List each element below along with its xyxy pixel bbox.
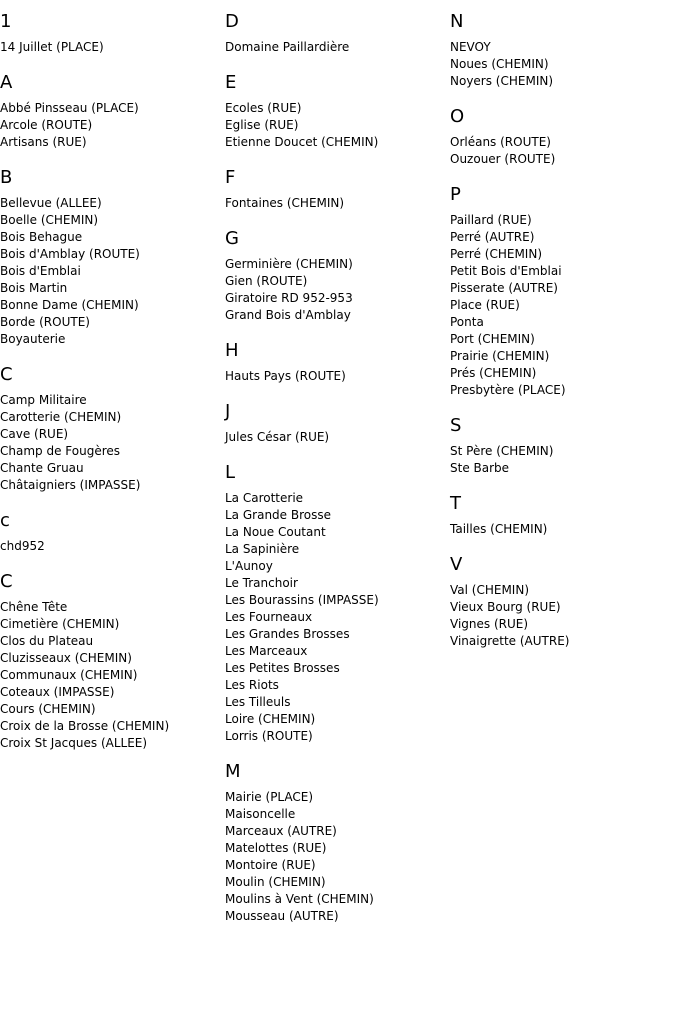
street-link[interactable]: Châtaigniers (IMPASSE) — [0, 478, 141, 492]
letter-heading: V — [450, 554, 463, 575]
street-link[interactable]: Borde (ROUTE) — [0, 315, 90, 329]
street-link[interactable]: Moulin (CHEMIN) — [225, 875, 326, 889]
letter-section — [0, 569, 225, 766]
street-link[interactable]: Cluzisseaux (CHEMIN) — [0, 651, 132, 665]
street-list — [450, 582, 675, 650]
street-link[interactable]: Petit Bois d'Emblai — [450, 264, 562, 278]
letter-heading: L — [225, 462, 236, 483]
street-link[interactable]: Vieux Bourg (RUE) — [450, 600, 561, 614]
street-link[interactable]: Les Bourassins (IMPASSE) — [225, 593, 379, 607]
letter-section — [0, 362, 225, 508]
street-list — [450, 212, 675, 399]
street-link[interactable]: Bois d'Amblay (ROUTE) — [0, 247, 140, 261]
section-spacer — [0, 348, 225, 362]
street-link[interactable]: Perré (AUTRE) — [450, 230, 535, 244]
street-link[interactable]: La Grande Brosse — [225, 508, 331, 522]
street-link[interactable]: chd952 — [0, 539, 45, 553]
street-list — [450, 39, 675, 90]
section-spacer — [450, 399, 675, 413]
letter-heading: O — [450, 106, 465, 127]
section-spacer — [225, 925, 450, 939]
street-link[interactable]: Bellevue (ALLEE) — [0, 196, 102, 210]
street-link[interactable]: Moulins à Vent (CHEMIN) — [225, 892, 374, 906]
letter-heading: c — [0, 510, 10, 531]
street-link[interactable]: Les Marceaux — [225, 644, 308, 658]
street-link[interactable]: L'Aunoy — [225, 559, 273, 573]
street-list — [225, 368, 450, 385]
street-link[interactable]: Eglise (RUE) — [225, 118, 299, 132]
street-link[interactable]: Prés (CHEMIN) — [450, 366, 537, 380]
section-spacer — [450, 650, 675, 664]
letter-section — [0, 508, 225, 569]
street-link[interactable]: Lorris (ROUTE) — [225, 729, 313, 743]
street-link[interactable]: Grand Bois d'Amblay — [225, 308, 351, 322]
street-link[interactable]: Tailles (CHEMIN) — [450, 522, 548, 536]
letter-heading: E — [225, 72, 237, 93]
street-link[interactable]: Bois d'Emblai — [0, 264, 81, 278]
street-list — [225, 789, 450, 925]
street-link[interactable]: Prairie (CHEMIN) — [450, 349, 550, 363]
street-link[interactable]: Etienne Doucet (CHEMIN) — [225, 135, 379, 149]
street-link[interactable]: Domaine Paillardière — [225, 40, 350, 54]
street-link[interactable]: Le Tranchoir — [225, 576, 298, 590]
street-link[interactable]: Ecoles (RUE) — [225, 101, 302, 115]
street-link[interactable]: Bois Behague — [0, 230, 83, 244]
street-link[interactable]: La Carotterie — [225, 491, 304, 505]
letter-section — [0, 165, 225, 362]
street-link[interactable]: La Noue Coutant — [225, 525, 326, 539]
letter-heading: F — [225, 167, 236, 188]
letter-section — [225, 165, 450, 226]
section-spacer — [0, 494, 225, 508]
letter-section — [450, 552, 675, 664]
street-link[interactable]: Pisserate (AUTRE) — [450, 281, 558, 295]
letter-section — [450, 491, 675, 552]
letter-section — [450, 9, 675, 104]
street-link[interactable]: Arcole (ROUTE) — [0, 118, 93, 132]
street-link[interactable]: Ponta — [450, 315, 484, 329]
letter-heading: C — [0, 571, 13, 592]
street-link[interactable]: Abbé Pinsseau (PLACE) — [0, 101, 139, 115]
street-link[interactable]: Giratoire RD 952-953 — [225, 291, 353, 305]
street-link[interactable]: Ste Barbe — [450, 461, 510, 475]
street-list — [225, 490, 450, 745]
street-link[interactable]: Les Tilleuls — [225, 695, 291, 709]
section-spacer — [0, 56, 225, 70]
street-list — [0, 599, 225, 752]
letter-heading: S — [450, 415, 462, 436]
street-link[interactable]: Les Riots — [225, 678, 279, 692]
street-link[interactable]: Fontaines (CHEMIN) — [225, 196, 345, 210]
section-spacer — [450, 168, 675, 182]
street-link[interactable]: Matelottes (RUE) — [225, 841, 327, 855]
letter-section — [0, 9, 225, 70]
street-list — [225, 429, 450, 446]
section-spacer — [0, 752, 225, 766]
street-link[interactable]: Jules César (RUE) — [225, 430, 330, 444]
street-link[interactable]: Place (RUE) — [450, 298, 520, 312]
section-spacer — [225, 324, 450, 338]
letter-heading: B — [0, 167, 13, 188]
street-link[interactable]: Croix de la Brosse (CHEMIN) — [0, 719, 170, 733]
street-link[interactable]: Perré (CHEMIN) — [450, 247, 542, 261]
letter-section — [0, 70, 225, 165]
letter-section — [450, 104, 675, 182]
letter-section — [225, 9, 450, 70]
section-spacer — [225, 56, 450, 70]
street-link[interactable]: Bois Martin — [0, 281, 68, 295]
street-list — [450, 443, 675, 477]
letter-heading: H — [225, 340, 239, 361]
street-link[interactable]: 14 Juillet (PLACE) — [0, 40, 104, 54]
street-link[interactable]: Chante Gruau — [0, 461, 84, 475]
street-link[interactable]: Gien (ROUTE) — [225, 274, 308, 288]
section-spacer — [225, 385, 450, 399]
section-spacer — [0, 151, 225, 165]
street-link[interactable]: Vignes (RUE) — [450, 617, 529, 631]
street-link[interactable]: La Sapinière — [225, 542, 300, 556]
letter-heading: M — [225, 761, 241, 782]
street-index-column-2 — [225, 9, 450, 939]
street-link[interactable]: Mousseau (AUTRE) — [225, 909, 339, 923]
street-link[interactable]: Coteaux (IMPASSE) — [0, 685, 115, 699]
street-index-column-1 — [0, 9, 225, 766]
street-link[interactable]: Camp Militaire — [0, 393, 87, 407]
street-link[interactable]: Boyauterie — [0, 332, 66, 346]
letter-heading: D — [225, 11, 239, 32]
street-link[interactable]: Noues (CHEMIN) — [450, 57, 549, 71]
street-link[interactable]: Marceaux (AUTRE) — [225, 824, 337, 838]
street-link[interactable]: Croix St Jacques (ALLEE) — [0, 736, 148, 750]
street-link[interactable]: St Père (CHEMIN) — [450, 444, 554, 458]
street-list — [225, 195, 450, 212]
letter-heading: J — [225, 401, 231, 422]
street-link[interactable]: NEVOY — [450, 40, 491, 54]
street-link[interactable]: Val (CHEMIN) — [450, 583, 529, 597]
street-link[interactable]: Paillard (RUE) — [450, 213, 532, 227]
letter-heading: C — [0, 364, 13, 385]
letter-section — [225, 338, 450, 399]
street-list — [0, 392, 225, 494]
street-link[interactable]: Maisoncelle — [225, 807, 296, 821]
street-link[interactable]: Germinière (CHEMIN) — [225, 257, 353, 271]
street-list — [0, 538, 225, 555]
street-link[interactable]: Cave (RUE) — [0, 427, 69, 441]
letter-section — [225, 460, 450, 759]
letter-section — [450, 413, 675, 491]
letter-section — [450, 182, 675, 413]
street-link[interactable]: Bonne Dame (CHEMIN) — [0, 298, 139, 312]
street-link[interactable]: Port (CHEMIN) — [450, 332, 535, 346]
street-link[interactable]: Loire (CHEMIN) — [225, 712, 316, 726]
street-link[interactable]: Mairie (PLACE) — [225, 790, 314, 804]
section-spacer — [450, 90, 675, 104]
street-list — [225, 100, 450, 151]
section-spacer — [225, 212, 450, 226]
letter-section — [225, 226, 450, 338]
section-spacer — [450, 538, 675, 552]
section-spacer — [225, 446, 450, 460]
letter-heading: 1 — [0, 11, 12, 32]
section-spacer — [225, 745, 450, 759]
street-link[interactable]: Communaux (CHEMIN) — [0, 668, 138, 682]
street-list — [0, 100, 225, 151]
letter-section — [225, 759, 450, 939]
letter-section — [225, 399, 450, 460]
street-link[interactable]: Chêne Tête — [0, 600, 68, 614]
letter-heading: A — [0, 72, 13, 93]
section-spacer — [0, 555, 225, 569]
street-list — [225, 256, 450, 324]
street-list — [225, 39, 450, 56]
street-link[interactable]: Ouzouer (ROUTE) — [450, 152, 556, 166]
street-link[interactable]: Presbytère (PLACE) — [450, 383, 566, 397]
street-link[interactable]: Les Fourneaux — [225, 610, 313, 624]
street-link[interactable]: Orléans (ROUTE) — [450, 135, 551, 149]
street-list — [0, 195, 225, 348]
letter-heading: T — [450, 493, 461, 514]
street-link[interactable]: Les Petites Brosses — [225, 661, 340, 675]
street-link[interactable]: Champ de Fougères — [0, 444, 120, 458]
letter-section — [225, 70, 450, 165]
street-link[interactable]: Noyers (CHEMIN) — [450, 74, 554, 88]
street-link[interactable]: Artisans (RUE) — [0, 135, 87, 149]
letter-heading: N — [450, 11, 464, 32]
street-list — [450, 134, 675, 168]
street-link[interactable]: Montoire (RUE) — [225, 858, 316, 872]
street-index-column-3 — [450, 9, 675, 664]
street-link[interactable]: Cours (CHEMIN) — [0, 702, 96, 716]
street-link[interactable]: Cimetière (CHEMIN) — [0, 617, 120, 631]
letter-heading: P — [450, 184, 461, 205]
street-link[interactable]: Les Grandes Brosses — [225, 627, 350, 641]
street-link[interactable]: Carotterie (CHEMIN) — [0, 410, 122, 424]
street-list — [450, 521, 675, 538]
street-link[interactable]: Boelle (CHEMIN) — [0, 213, 99, 227]
street-link[interactable]: Vinaigrette (AUTRE) — [450, 634, 570, 648]
section-spacer — [225, 151, 450, 165]
section-spacer — [450, 477, 675, 491]
street-link[interactable]: Clos du Plateau — [0, 634, 94, 648]
street-link[interactable]: Hauts Pays (ROUTE) — [225, 369, 346, 383]
letter-heading: G — [225, 228, 239, 249]
street-list — [0, 39, 225, 56]
